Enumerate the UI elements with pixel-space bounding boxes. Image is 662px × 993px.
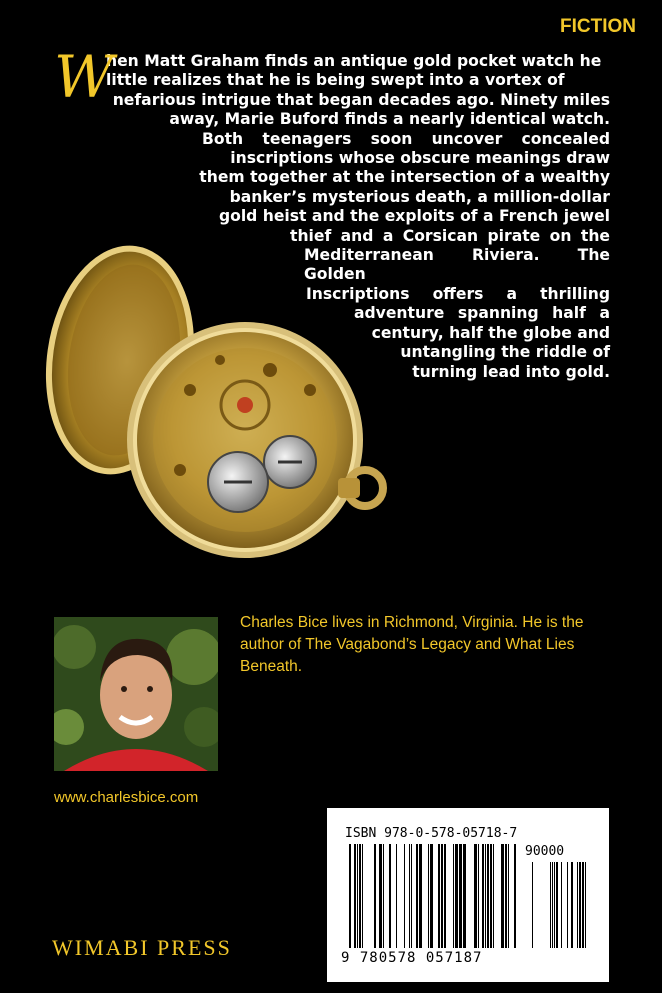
addon-bar: [585, 862, 586, 948]
blurb-line: little realizes that he is being swept into a vortex of: [106, 71, 565, 90]
barcode-bar: [389, 844, 391, 948]
blurb-line: untangling the riddle of: [400, 343, 610, 362]
barcode-bar: [396, 844, 397, 948]
barcode-bar: [444, 844, 446, 948]
addon-bar: [561, 862, 562, 948]
barcode-bar: [514, 844, 516, 948]
blurb-line: away, Marie Buford finds a nearly identical watch.: [169, 110, 610, 129]
barcode-bar: [493, 844, 494, 948]
addon-bar: [554, 862, 555, 948]
barcode-bar: [474, 844, 477, 948]
barcode-bar: [354, 844, 356, 948]
blurb-line: thief and a Corsican pirate on the: [290, 226, 610, 245]
barcode-bar: [411, 844, 412, 948]
blurb-line: century, half the globe and: [371, 323, 610, 342]
blurb-line: banker’s mysterious death, a million-dollar: [229, 187, 610, 206]
publisher-name: WIMABI PRESS: [52, 935, 232, 960]
blurb-line: nefarious intrigue that began decades ago. Ninety miles: [112, 90, 610, 109]
barcode-bar: [478, 844, 479, 948]
barcode-bar: [419, 844, 422, 948]
barcode-bar: [383, 844, 384, 948]
barcode-bar: [487, 844, 489, 948]
blurb-line: gold heist and the exploits of a French jewel: [218, 207, 610, 226]
barcode-bar: [455, 844, 458, 948]
blurb-line: hen Matt Graham finds an antique gold pocket watch he: [106, 52, 602, 70]
addon-digits: 90000: [525, 844, 565, 859]
barcode-box: [327, 808, 609, 982]
barcode-bar: [374, 844, 376, 948]
addon-bar: [577, 862, 578, 948]
blurb-line: Both teenagers soon uncover concealed: [202, 129, 610, 148]
barcode-bar: [505, 844, 507, 948]
blurb-line: Inscriptions offers a thrilling: [306, 284, 610, 303]
pocket-watch-illustration: [40, 240, 420, 560]
barcode-bar: [357, 844, 358, 948]
barcode-bar: [482, 844, 484, 948]
addon-bar: [550, 862, 551, 948]
author-website: www.charlesbice.com: [54, 789, 199, 806]
barcode-bar: [438, 844, 440, 948]
addon-bar: [552, 862, 553, 948]
blurb-line: Mediterranean Riviera. The Golden: [304, 246, 610, 284]
barcode-bar: [409, 844, 410, 948]
ean-digits: 9 780578 057187: [341, 950, 483, 966]
addon-bar: [579, 862, 581, 948]
addon-bar: [556, 862, 558, 948]
dropcap: W: [54, 43, 114, 111]
barcode-bar: [490, 844, 492, 948]
blurb-line: them together at the intersection of a wealthy: [199, 168, 610, 187]
barcode-bar: [416, 844, 418, 948]
author-bio: Charles Bice lives in Richmond, Virginia. He is the author of The Vagabond’s Legacy and What Lies Beneath.: [240, 614, 584, 675]
barcode-bar: [501, 844, 504, 948]
addon-bar: [567, 862, 568, 948]
ean-barcode: [341, 844, 591, 954]
barcode-bar: [349, 844, 351, 948]
blurb-line: turning lead into gold.: [412, 362, 610, 381]
addon-bar: [582, 862, 584, 948]
barcode-bar: [362, 844, 363, 948]
barcode-bar: [508, 844, 509, 948]
author-photo: [54, 617, 218, 771]
blurb-line: inscriptions whose obscure meanings draw: [230, 149, 610, 168]
barcode-bar: [359, 844, 361, 948]
barcode-bar: [485, 844, 486, 948]
barcode-bar: [441, 844, 443, 948]
addon-bar: [532, 862, 533, 948]
barcode-bar: [463, 844, 466, 948]
barcode-bar: [404, 844, 405, 948]
barcode-bar: [379, 844, 382, 948]
isbn-text: ISBN 978-0-578-05718-7: [345, 826, 518, 841]
barcode-bar: [428, 844, 429, 948]
genre-label: FICTION: [560, 16, 636, 37]
barcode-bar: [430, 844, 433, 948]
blurb-line: adventure spanning half a: [354, 304, 610, 323]
barcode-bar: [453, 844, 454, 948]
barcode-bar: [459, 844, 462, 948]
addon-bar: [571, 862, 573, 948]
